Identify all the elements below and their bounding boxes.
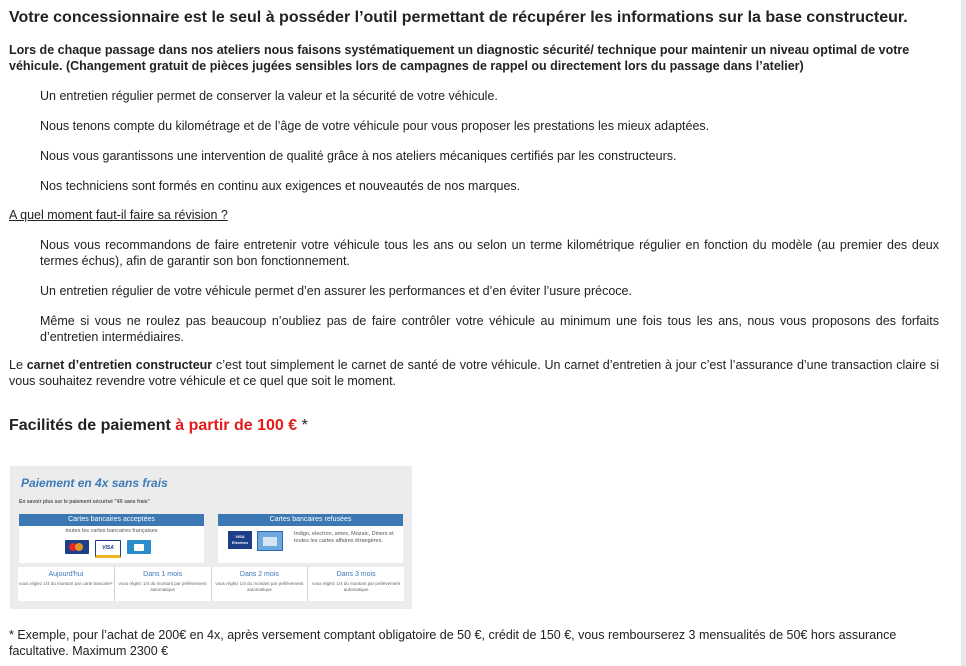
carnet-rest: c’est tout simplement le carnet de santé de votre véhicule. Un carnet d’entretien à jour c’est l’assurance d’une transaction claire si vous souhaitez revendre votre véhicule et ce quel que soit le moment. — [9, 358, 939, 388]
footnote: * Exemple, pour l’achat de 200€ en 4x, après versement comptant obligatoire de 50 €, crédit de 150 €, vous rembourserez 3 mensualités de 50€ hors assurance facultative. Maximum 2300 € — [9, 628, 897, 658]
payment-star: * — [297, 417, 308, 434]
point-mileage: Nous tenons compte du kilométrage et de l’âge de votre véhicule pour vous proposer les prestations les mieux adaptées. — [40, 119, 710, 133]
banner-subtitle[interactable]: En savoir plus sur le paiement sécurisé "4X sans frais" — [19, 499, 150, 505]
carnet-prefix: Le — [9, 358, 27, 372]
step-month-1 — [115, 567, 212, 601]
page-title: Votre concessionnaire est le seul à posséder l’outil permettant de récupérer les informations sur la base constructeur. — [9, 9, 908, 26]
refused-cards-note: Indigo, electron, amex, Mozaic, Diners et toutes les cartes affaires étrangères. — [294, 531, 394, 544]
accepted-cards-header: Cartes bancaires acceptées — [19, 514, 204, 526]
accepted-cards-box — [19, 514, 204, 563]
payment-highlight: à partir de 100 € — [175, 417, 298, 434]
step-name: Aujourd'hui — [48, 571, 84, 578]
point-quality: Nous vous garantissons une intervention de qualité grâce à nos ateliers mécaniques certifiés par les constructeurs. — [40, 149, 677, 163]
accepted-cards-note: toutes les cartes bancaires françaises — [65, 528, 158, 534]
payment-banner[interactable] — [10, 466, 412, 609]
refused-cards-box — [218, 514, 403, 563]
step-today — [18, 567, 115, 601]
point-technicians: Nos techniciens sont formés en continu aux exigences et nouveautés de nos marques. — [40, 179, 521, 193]
step-month-3 — [308, 567, 404, 601]
carnet-paragraph — [9, 357, 939, 389]
step-name: Dans 1 mois — [143, 571, 183, 578]
point-value: Un entretien régulier permet de conserver la valeur et la sécurité de votre véhicule. — [40, 89, 498, 103]
payment-heading — [9, 417, 308, 435]
step-desc: vous réglez 1/4 du montant par prélèvement automatique — [118, 581, 207, 592]
step-desc: vous réglez 1/4 du montant par prélèvement automatique — [215, 581, 304, 592]
carnet-bold: carnet d’entretien constructeur — [26, 358, 213, 372]
step-name: Dans 3 mois — [336, 571, 376, 578]
refused-cards-list — [228, 531, 283, 551]
amex-icon — [257, 531, 283, 551]
step-desc: vous réglez 1/4 du montant par prélèvement automatique — [312, 581, 401, 592]
payment-schedule — [18, 567, 404, 601]
banner-title: Paiement en 4x sans frais — [21, 476, 168, 490]
cb-icon — [127, 540, 151, 554]
revision-point-performance: Un entretien régulier de votre véhicule permet d’en assurer les performances et d’en éviter l’usure précoce. — [40, 284, 632, 298]
scrollbar[interactable] — [961, 0, 966, 666]
step-desc: vous réglez 1/4 du montant par carte bancaire* — [19, 581, 113, 586]
intro-paragraph: Lors de chaque passage dans nos ateliers nous faisons systématiquement un diagnostic sécurité/ technique pour maintenir un niveau optimal de votre véhicule. (Changement gratuit de pièces jugées sensibles lors de campagnes de rappel ou directement lors du passage dans l’atelier) — [9, 43, 910, 73]
revision-point-yearly: Nous vous recommandons de faire entretenir votre véhicule tous les ans ou selon un terme kilométrique régulier en fonction du modèle (au premier des deux termes échus), afin de garantir son bon fonctionnement. — [40, 238, 939, 268]
visa-icon: VISA — [95, 540, 121, 558]
accepted-cards-list — [65, 540, 151, 558]
revision-point-intermediate: Même si vous ne roulez pas beaucoup n’oubliez pas de faire contrôler votre véhicule au minimum une fois tous les ans, nous vous proposons des forfaits d’entretien intermédiaires. — [40, 314, 939, 344]
payment-title: Facilités de paiement — [9, 417, 176, 434]
refused-cards-header: Cartes bancaires refusées — [218, 514, 403, 526]
step-name: Dans 2 mois — [239, 571, 279, 578]
revision-link[interactable]: A quel moment faut-il faire sa révision ? — [9, 208, 228, 222]
visa-electron-icon: VISA Electron — [228, 531, 252, 549]
mastercard-icon — [65, 540, 89, 554]
step-month-2 — [212, 567, 309, 601]
